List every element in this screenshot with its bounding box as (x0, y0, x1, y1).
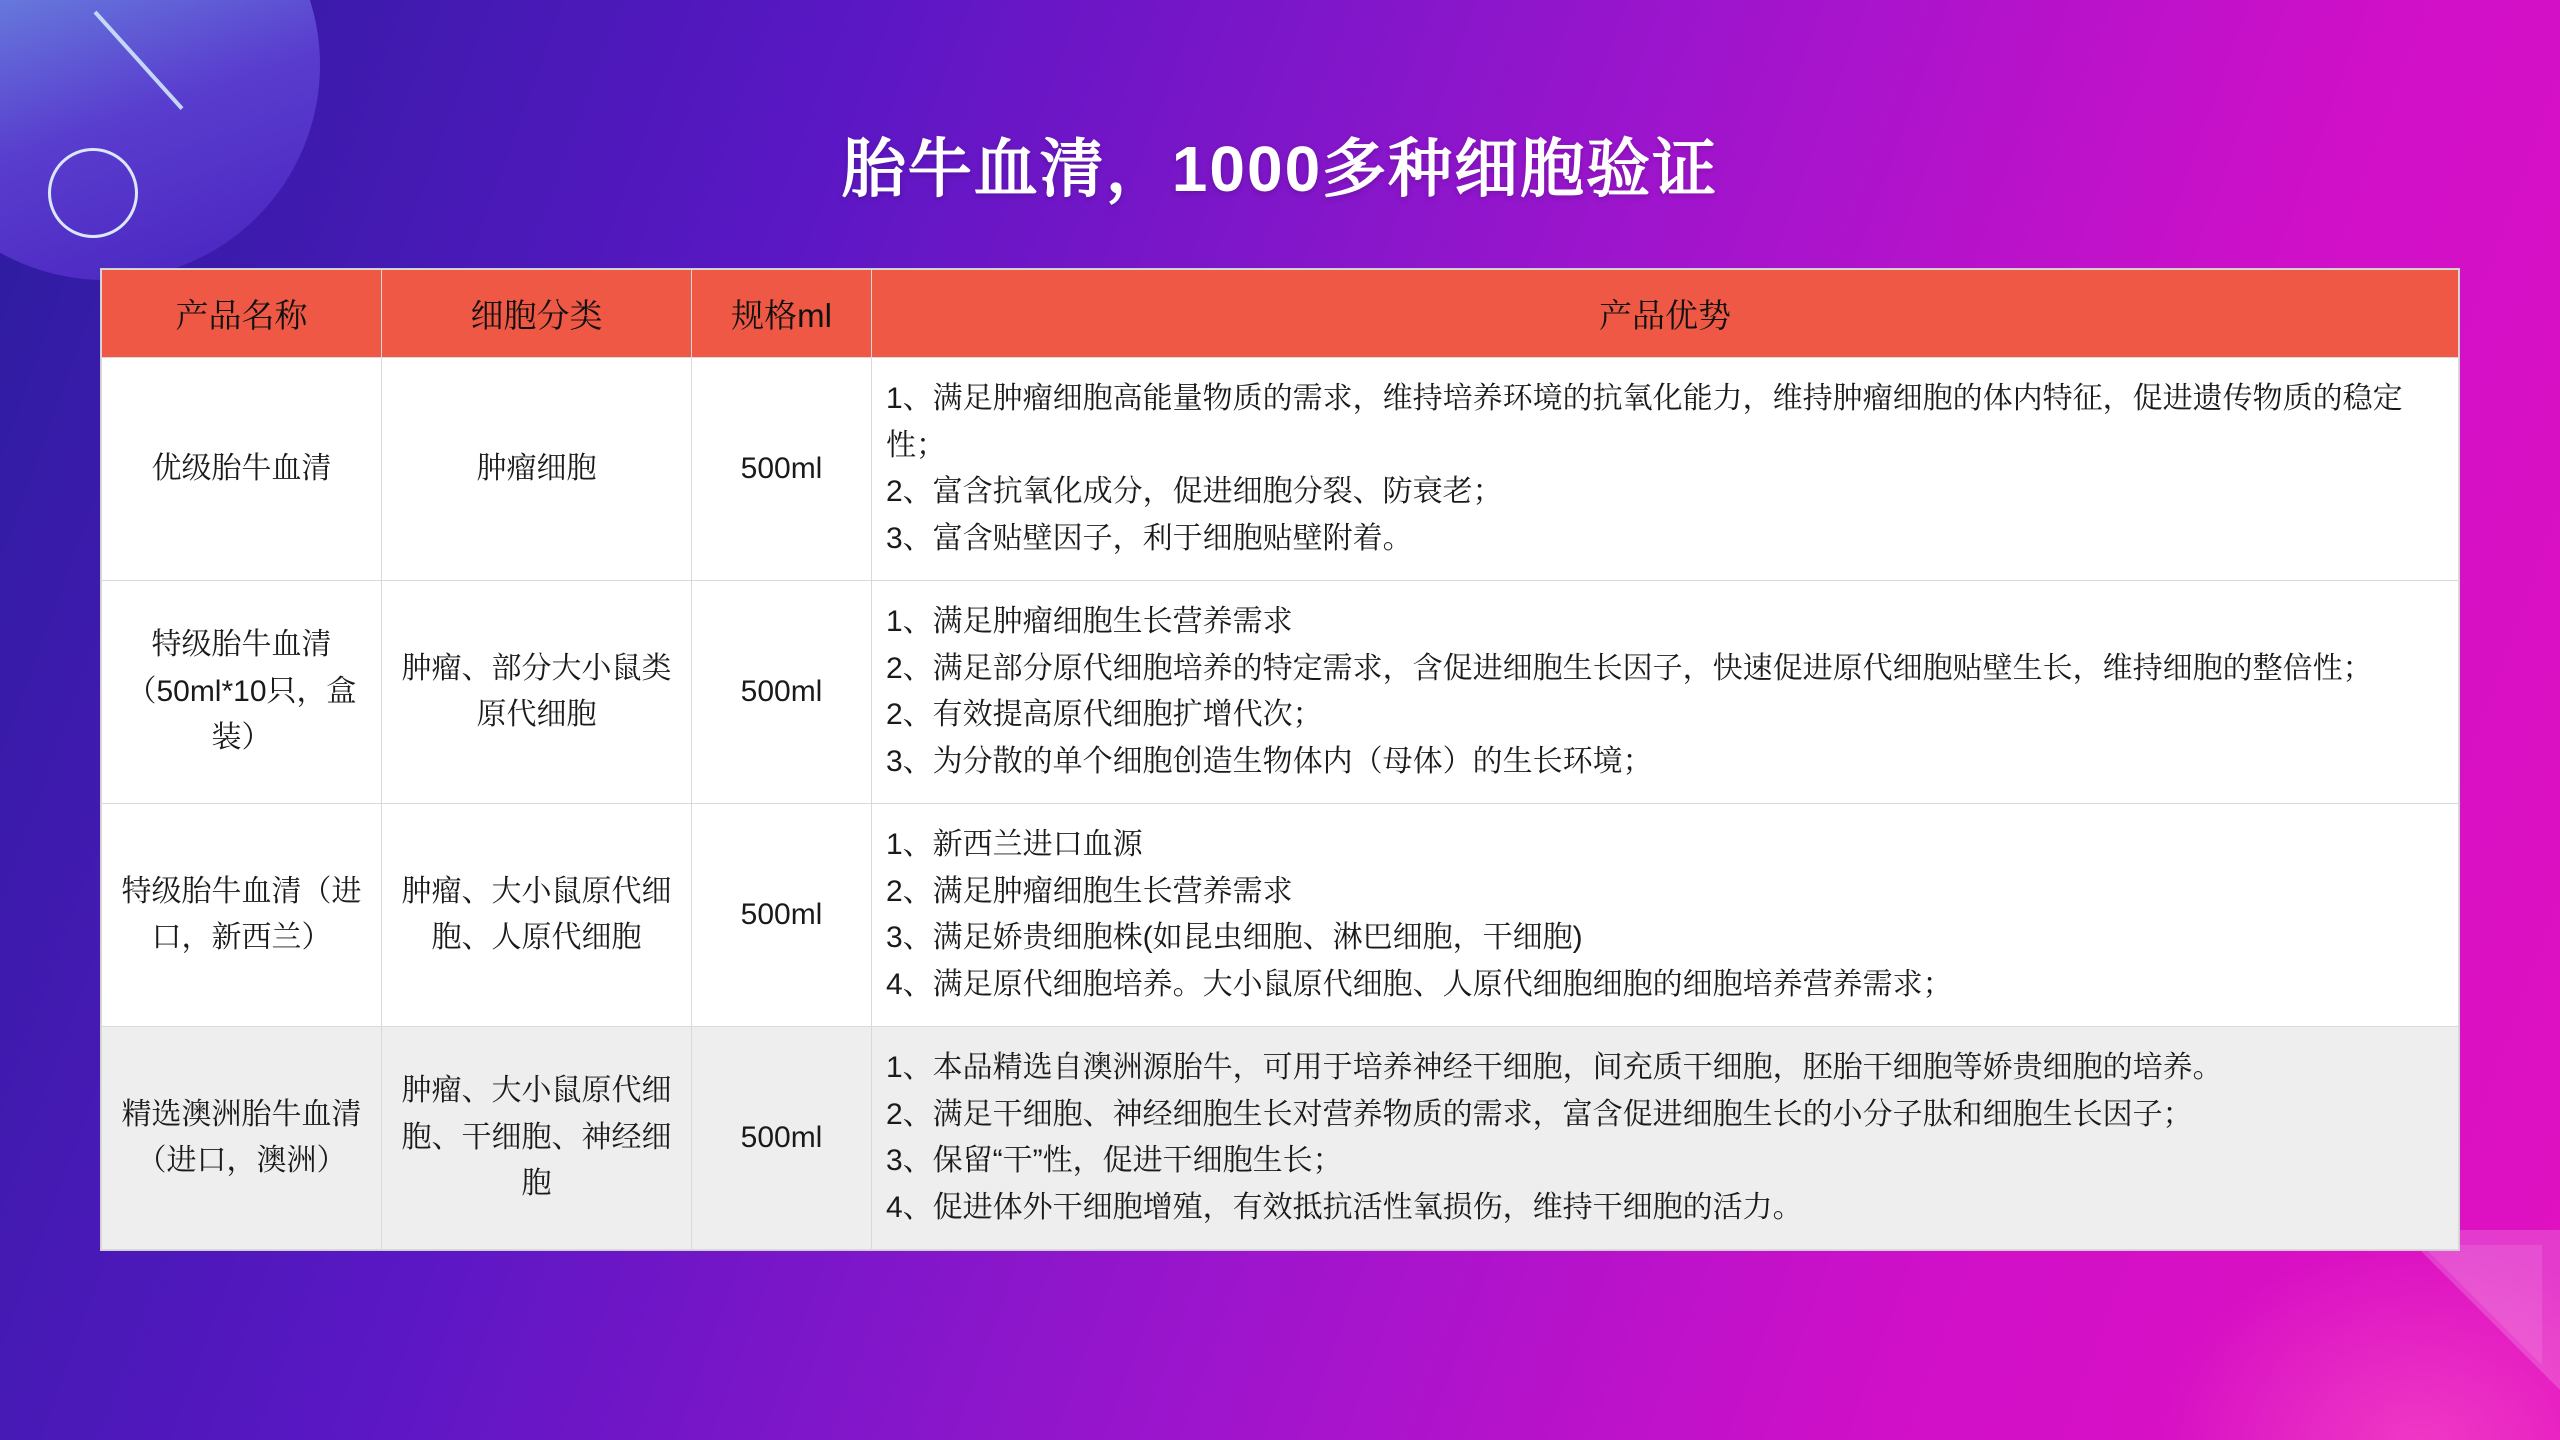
cell-cell-class: 肿瘤细胞 (382, 358, 692, 581)
cell-product-name: 精选澳洲胎牛血清（进口，澳洲） (102, 1027, 382, 1250)
cell-product-name: 优级胎牛血清 (102, 358, 382, 581)
advantage-line: 1、满足肿瘤细胞生长营养需求 (886, 605, 1293, 638)
advantage-line: 3、富含贴壁因子，利于细胞贴壁附着。 (886, 521, 1413, 555)
table-row (102, 1027, 2459, 1250)
column-header-spec: 规格ml (692, 270, 872, 358)
advantage-line: 4、满足原代细胞培养。大小鼠原代细胞、人原代细胞细胞的细胞培养营养需求； (886, 967, 1953, 1001)
advantage-line: 2、富含抗氧化成分，促进细胞分裂、防衰老； (886, 475, 1503, 508)
advantage-line: 2、满足干细胞、神经细胞生长对营养物质的需求，富含促进细胞生长的小分子肽和细胞生长因子； (886, 1097, 2193, 1131)
decorative-triangle-outline (2422, 1245, 2542, 1365)
advantage-line: 3、为分散的单个细胞创造生物体内（母体）的生长环境； (886, 744, 1653, 778)
cell-spec: 500ml (692, 1027, 872, 1250)
advantage-line: 1、满足肿瘤细胞高能量物质的需求，维持培养环境的抗氧化能力，维持肿瘤细胞的体内特征，促进遗传物质的稳定性； (886, 382, 2403, 462)
cell-cell-class: 肿瘤、大小鼠原代细胞、人原代细胞 (382, 804, 692, 1027)
advantage-line: 2、有效提高原代细胞扩增代次； (886, 698, 1323, 731)
page-title: 胎牛血清，1000多种细胞验证 (841, 133, 1719, 205)
cell-advantage (872, 358, 2459, 581)
advantage-line: 4、促进体外干细胞增殖，有效抵抗活性氧损伤，维持干细胞的活力。 (886, 1190, 1803, 1224)
advantage-line: 2、满足部分原代细胞培养的特定需求，含促进细胞生长因子，快速促进原代细胞贴壁生长，维持细胞的整倍性； (886, 651, 2373, 685)
advantage-line: 1、新西兰进口血源 (886, 828, 1143, 861)
advantage-line: 3、保留“干”性，促进干细胞生长； (886, 1144, 1343, 1177)
cell-cell-class: 肿瘤、大小鼠原代细胞、干细胞、神经细胞 (382, 1027, 692, 1250)
column-header-advantage: 产品优势 (872, 270, 2459, 358)
column-header-cell-class: 细胞分类 (382, 270, 692, 358)
cell-advantage (872, 581, 2459, 804)
cell-product-name: 特级胎牛血清（50ml*10只，盒装） (102, 581, 382, 804)
table-row (102, 358, 2459, 581)
advantage-line: 2、满足肿瘤细胞生长营养需求 (886, 874, 1293, 908)
table-header-row (102, 270, 2459, 358)
cell-spec: 500ml (692, 581, 872, 804)
advantage-line: 3、满足娇贵细胞株(如昆虫细胞、淋巴细胞，干细胞) (886, 921, 1583, 954)
cell-spec: 500ml (692, 804, 872, 1027)
column-header-product-name: 产品名称 (102, 270, 382, 358)
cell-product-name: 特级胎牛血清（进口，新西兰） (102, 804, 382, 1027)
product-table (100, 268, 2460, 1251)
advantage-line: 1、本品精选自澳洲源胎牛，可用于培养神经干细胞，间充质干细胞，胚胎干细胞等娇贵细胞的培养。 (886, 1051, 2223, 1084)
cell-advantage (872, 804, 2459, 1027)
cell-cell-class: 肿瘤、部分大小鼠类原代细胞 (382, 581, 692, 804)
table-row (102, 804, 2459, 1027)
cell-advantage (872, 1027, 2459, 1250)
cell-spec: 500ml (692, 358, 872, 581)
table-row (102, 581, 2459, 804)
